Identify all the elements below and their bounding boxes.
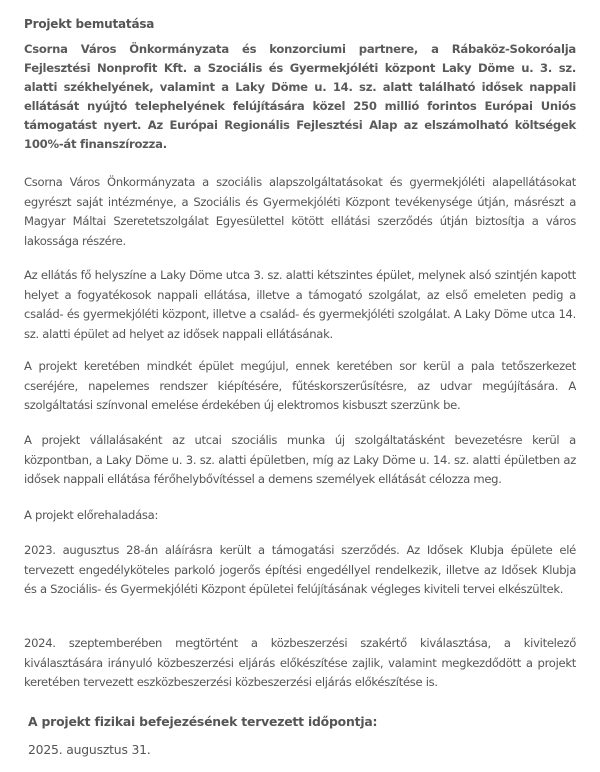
paragraph-intro: Csorna Város Önkormányzata a szociális alapszolgáltatásokat és gyermekjóléti alapellátásokat egyrészt saját intézménye, a Szociális és Gyermekjóléti Központ tevékenysége útján, másrészt a Magyar Máltai Szeretetszolgálat Egyesülettel kötött ellátási szerződés útján biztosítja a város lakossága részére.	[24, 175, 576, 248]
completion-date: 2025. augusztus 31.	[28, 742, 151, 757]
progress-heading: A projekt előrehaladása:	[24, 508, 159, 522]
section-title: Projekt bemutatása	[24, 17, 155, 31]
paragraph-location: Az ellátás fő helyszíne a Laky Döme utca 3. sz. alatti kétszintes épület, melynek alsó szintjén kapott helyet a fogyatékosok nappali ellátása, illetve a támogató szolgálat, az első emeleten pedig a család- és gyermekjóléti központ, illetve a család- és gyermekjóléti szolgálat. A Laky Döme utca 14. sz. alatti épület ad helyet az idősek nappali ellátásának.	[24, 268, 576, 341]
paragraph-commitment: A projekt vállalásaként az utcai szociális munka új szolgáltatásként bevezetésre kerül a központban, a Laky Döme u. 3. sz. alatti épületben, míg az Laky Döme u. 14. sz. alatti épületben az idősek nappali ellátása férőhelybővítéssel a demens személyek ellátását célozza meg.	[24, 433, 576, 486]
paragraph-progress-2023: 2023. augusztus 28-án aláírásra került a támogatási szerződés. Az Idősek Klubja épülete elé tervezett engedélyköteles parkoló jogerős építési engedéllyel rendelkezik, illetve az Idősek Klubja és a Szociális- és Gyermekjóléti Központ épületei felújításának végleges kiviteli tervei elkészültek.	[24, 543, 576, 596]
completion-title: A projekt fizikai befejezésének tervezett időpontja:	[28, 714, 378, 729]
lead-paragraph: Csorna Város Önkormányzata és konzorciumi partnere, a Rábaköz-Sokoróalja Fejlesztési Nonprofit Kft. a Szociális és Gyermekjóléti központ Laky Döme u. 3. sz. alatti székhelyének, valamint a Laky Döme u. 14. sz. alatt található idősek nappali ellátását nyújtó telephelyének felújítására közel 250 millió forintos Európai Uniós támogatást nyert. Az Európai Regionális Fejlesztési Alap az elszámolható költségek 100%-át finanszírozza.	[24, 42, 576, 151]
paragraph-progress-2024: 2024. szeptemberében megtörtént a közbeszerzési szakértő kiválasztása, a kivitelező kiválasztására irányuló közbeszerzési eljárás előkészítése zajlik, valamint megkezdődött a projekt keretében tervezett eszközbeszerzési közbeszerzési eljárás előkészítése is.	[24, 636, 576, 689]
paragraph-renovation: A projekt keretében mindkét épület megújul, ennek keretében sor kerül a pala tetőszerkezet cseréjére, napelemes rendszer kiépítésére, fűtéskorszerűsítésre, az udvar megújítására. A szolgáltatási színvonal emelése érdekében új elektromos kisbuszt szerzünk be.	[24, 359, 576, 412]
